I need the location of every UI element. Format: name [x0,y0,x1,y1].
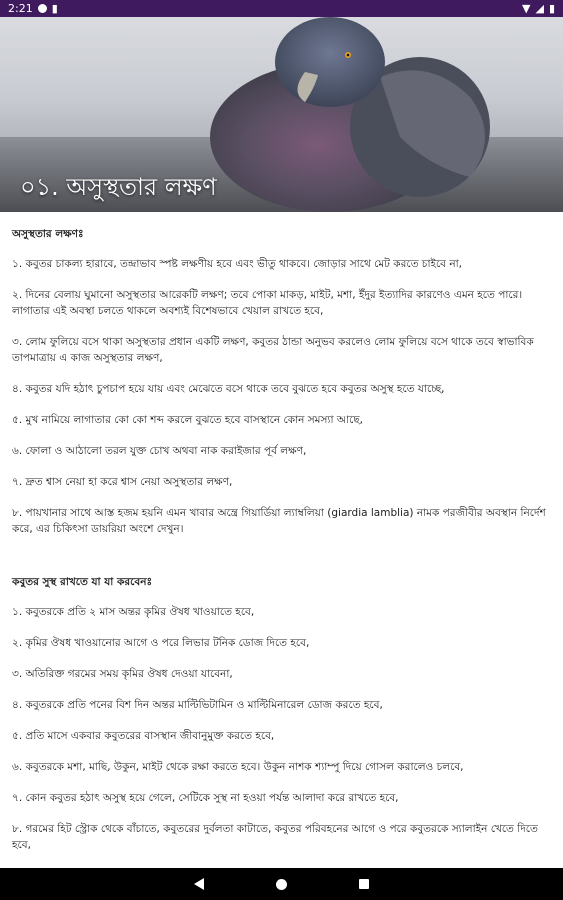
home-icon[interactable] [276,879,287,890]
recent-apps-icon[interactable] [359,879,369,889]
page-title: ০১. অসুস্থতার লক্ষণ [20,173,217,201]
list-item: ৪. কবুতর যদি হঠাৎ চুপচাপ হয়ে যায় এবং মেঝেতে বসে থাকে তবে বুঝতে হবে কবুতর অসুস্থ হতে যাচ্ছে, [12,383,445,395]
navigation-bar [0,868,563,900]
section-heading-symptoms: অসুস্থতার লক্ষণঃ [12,228,84,240]
status-time: 2:21 [8,2,33,15]
list-item: ৭. দ্রুত শ্বাস নেয়া হা করে শ্বাস নেয়া অসুস্থতার লক্ষণ, [12,476,233,488]
list-item: ৮. পায়খানার সাথে আস্ত হজম হয়নি এমন খাবার অন্ত্রে গিয়ার্ডিয়া ল্যাম্বলিয়া (giardia lamblia) নামক পরজীবীর অবস্থান নির্দেশ করে, এর চিকিৎসা ডায়রিয়া অংশে দেখুন। [12,507,546,535]
signal-icon: ◢ [535,2,544,15]
section-heading-care: কবুতর সুস্থ রাখতে যা যা করবেনঃ [12,576,153,588]
back-icon[interactable] [194,878,204,890]
list-item: ৩. অতিরিক্ত গরমের সময় কৃমির ঔষধ দেওয়া যাবেনা, [12,668,233,680]
header-image [0,17,563,212]
list-item: ৩. লোম ফুলিয়ে বসে থাকা অসুস্থতার প্রধান একটি লক্ষণ, কবুতর ঠান্ডা অনুভব করলেও লোম ফুলিয়ে বসে থাকে তবে স্বাভাবিক তাপমাত্রায় এ কাজ অসুস্থতার লক্ষণ, [12,336,534,364]
notification-icon [38,4,47,13]
list-item: ৫. প্রতি মাসে একবার কবুতরের বাসস্থান জীবানুমুক্ত করতে হবে, [12,730,275,742]
article-content [0,212,563,868]
list-item: ৪. কবুতরকে প্রতি পনের বিশ দিন অন্তর মাল্টিভিটামিন ও মাল্টিমিনারেল ডোজ করতে হবে, [12,699,383,711]
list-item: ৮. গরমের হিট স্ট্রোক থেকে বাঁচাতে, কবুতরের দুর্বলতা কাটাতে, কবুতর পরিবহনের আগে ও পরে কবুতরকে স্যালাইন খেতে দিতে হবে, [12,823,538,851]
list-item: ১. কবুতর চাকল্য হারাবে, তন্দ্রাভাব স্পষ্ট লক্ষণীয় হবে এবং ভীতু থাকবে। জোড়ার সাথে মেট করতে চাইবে না, [12,258,463,270]
list-item: ২. কৃমির ঔষধ খাওয়ানোর আগে ও পরে লিভার টনিক ডোজ দিতে হবে, [12,637,310,649]
list-item: ২. দিনের বেলায় ঘুমানো অসুস্থতার আরেকটি লক্ষণ; তবে পোকা মাকড়, মাইট, মশা, ইঁদুর ইত্যাদির কারণেও এমন হতে পারে। লাগাতার এই অবস্থা চলতে থাকলে অবশ্যই বিশেষভাবে খেয়াল রাখতে হবে, [12,289,523,317]
status-left [8,2,58,15]
list-item: ৫. মুখ নামিয়ে লাগাতার কো কো শব্দ করলে বুঝতে হবে বাসস্থানে কোন সমস্যা আছে, [12,414,364,426]
status-right [522,3,555,14]
wifi-icon: ▼ [522,2,531,15]
status-bar [0,0,563,17]
list-item: ৬. ফোলা ও আঠালো তরল যুক্ত চোখ অথবা নাক করাইজার পূর্ব লক্ষণ, [12,445,307,457]
list-item: ১. কবুতরকে প্রতি ২ মাস অন্তর কৃমির ঔষধ খাওয়াতে হবে, [12,606,255,618]
section-spacer [12,552,551,574]
list-item: ৬. কবুতরকে মশা, মাছি, উকুন, মাইট থেকে রক্ষা করতে হবে। উকুন নাশক শ্যাম্পু দিয়ে গোসল করালেও চলবে, [12,761,464,773]
sd-card-icon: ▮ [51,2,58,15]
battery-icon: ▮ [548,2,555,15]
list-item: ৭. কোন কবুতর হঠাৎ অসুস্থ হয়ে গেলে, সেটিকে সুস্থ না হওয়া পর্যন্ত আলাদা করে রাখতে হবে, [12,792,399,804]
